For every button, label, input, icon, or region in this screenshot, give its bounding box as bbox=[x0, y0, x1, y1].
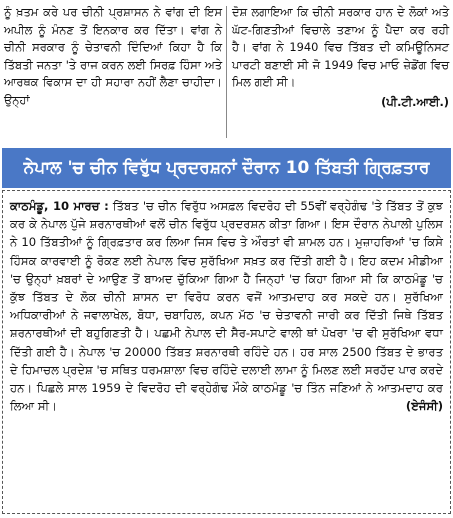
left-column bbox=[4, 4, 222, 110]
agency-credit: (ਏਜੰਸੀ) bbox=[405, 399, 443, 414]
headline-banner: ਨੇਪਾਲ 'ਚ ਚੀਨ ਵਿਰੁੱਧ ਪ੍ਰਦਰਸ਼ਨਾਂ ਦੌਰਾਨ 10 ਤਿੱਬਤੀ ਗ੍ਰਿਫ਼ਤਾਰ bbox=[2, 148, 451, 188]
right-column-text: ਦੋਸ਼ ਲਗਾਇਆ ਕਿ ਚੀਨੀ ਸਰਕਾਰ ਹਾਨ ਦੇ ਲੋਕਾਂ ਅਤੇ ਘੱਟ-ਗਿਣਤੀਆਂ ਵਿਚਾਲੇ ਤਣਾਅ ਨੂੰ ਪੈਦਾ ਕਰ ਰਹੀ ਹੈ। ਵਾਂਗ ਨੇ 1940 ਵਿਚ ਤਿੱਬਤ ਦੀ ਕਮਿਊਨਿਸਟ ਪਾਰਟੀ ਬਣਾਈ ਸੀ ਜੋ 1949 ਵਿਚ ਮਾਓ ਜ਼ੇਡੋਂਗ ਵਿਚ ਮਿਲ ਗਈ ਸੀ। bbox=[232, 5, 449, 90]
previous-story-continuation bbox=[0, 0, 453, 150]
story-text: ਤਿੱਬਤ 'ਚ ਚੀਨ ਵਿਰੁੱਧ ਅਸਫ਼ਲ ਵਿਦਰੋਹ ਦੀ 55ਵੀਂ ਵਰ੍ਹੇਗੰਢ 'ਤੇ ਤਿੱਬਤ ਤੋਂ ਕੁਝ ਕਰ ਕੇ ਨੇਪਾਲ ਪੁੱਜੇ ਸ਼ਰਨਾਰਥੀਆਂ ਵਲੋਂ ਚੀਨ ਵਿਰੁੱਧ ਪ੍ਰਦਰਸ਼ਨ ਕੀਤਾ ਗਿਆ। ਇਸ ਦੌਰਾਨ ਨੇਪਾਲੀ ਪੁਲਿਸ ਨੇ 10 ਤਿੱਬਤੀਆਂ ਨੂੰ ਗ੍ਰਿਫ਼ਤਾਰ ਕਰ ਲਿਆ ਜਿਸ ਵਿਚ ਤੇ ਔਰਤਾਂ ਵੀ ਸ਼ਾਮਲ ਹਨ। ਮੁਜ਼ਾਹਰਿਆਂ 'ਚ ਕਿਸੇ ਹਿੰਸਕ ਕਾਰਵਾਈ ਨੂੰ ਰੋਕਣ ਲਈ ਨੇਪਾਲ ਵਿਚ ਸੁਰੱਖਿਆ ਸਖ਼ਤ ਕਰ ਦਿੱਤੀ ਗਈ ਹੈ। ਇਹ ਕਦਮ ਮੀਡੀਆ 'ਚ ਉਨ੍ਹਾਂ ਖ਼ਬਰਾਂ ਦੇ ਆਉਣ ਤੋਂ ਬਾਅਦ ਚੁੱਕਿਆ ਗਿਆ ਹੈ ਜਿਨ੍ਹਾਂ 'ਚ ਕਿਹਾ ਗਿਆ ਸੀ ਕਿ ਕਾਠਮੰਡੂ 'ਚ ਕੁੱਝ ਤਿੱਬਤ ਦੇ ਲੋਕ ਚੀਨੀ ਸ਼ਾਸਨ ਦਾ ਵਿਰੋਧ ਕਰਨ ਵਜੋਂ ਆਤਮਦਾਹ ਕਰ ਸਕਦੇ ਹਨ। ਸੁਰੱਖਿਆ ਅਧਿਕਾਰੀਆਂ ਨੇ ਜਵਾਲਾਖੇਲ, ਬੋਧਾ, ਚਬਾਹਿਲ, ਕਪਨ ਮੱਠ 'ਚ ਚੇਤਾਵਨੀ ਜਾਰੀ ਕਰ ਦਿੱਤੀ ਜਿਥੇ ਤਿੱਬਤ ਸ਼ਰਨਾਰਥੀਆਂ ਦੀ ਬਹੁਗਿਣਤੀ ਹੈ। ਪਛਮੀ ਨੇਪਾਲ ਦੀ ਸੈਰ-ਸਪਾਟੇ ਵਾਲੀ ਥਾਂ ਪੋਖਰਾ 'ਚ ਵੀ ਸੁਰੱਖਿਆ ਵਧਾ ਦਿੱਤੀ ਗਈ ਹੈ। ਨੇਪਾਲ 'ਚ 20000 ਤਿੱਬਤ ਸ਼ਰਨਾਰਥੀ ਰਹਿੰਦੇ ਹਨ। ਹਰ ਸਾਲ 2500 ਤਿੱਬਤ ਦੇ ਭਾਰਤ ਦੇ ਹਿਮਾਚਲ ਪ੍ਰਦੇਸ਼ 'ਚ ਸਥਿਤ ਧਰਮਸ਼ਾਲਾ ਵਿਚ ਰਹਿੰਦੇ ਦਲਾਈ ਲਾਮਾ ਨੂੰ ਮਿਲਣ ਲਈ ਸਰਹੱਦ ਪਾਰ ਕਰਦੇ ਹਨ। ਪਿਛਲੇ ਸਾਲ 1959 ਦੇ ਵਿਦਰੋਹ ਦੀ ਵਰ੍ਹੇਗੰਢ ਮੌਕੇ ਕਾਠਮੰਡੂ 'ਚ ਤਿੰਨ ਜਣਿਆਂ ਨੇ ਆਤਮਦਾਹ ਕਰ ਲਿਆ ਸੀ। bbox=[10, 199, 443, 414]
left-column-text: ਨੂੰ ਖ਼ਤਮ ਕਰੇ ਪਰ ਚੀਨੀ ਪ੍ਰਸ਼ਾਸਨ ਨੇ ਵਾਂਗ ਦੀ ਇਸ ਅਪੀਲ ਨੂੰ ਮੰਨਣ ਤੋਂ ਇਨਕਾਰ ਕਰ ਦਿੱਤਾ। ਵਾਂਗ ਨੇ ਚੀਨੀ ਸਰਕਾਰ ਨੂੰ ਚੇਤਾਵਨੀ ਦਿੰਦਿਆਂ ਕਿਹਾ ਹੈ ਕਿ ਤਿੱਬਤੀ ਜਨਤਾ 'ਤੇ ਰਾਜ ਕਰਨ ਲਈ ਸਿਰਫ਼ ਹਿੰਸਾ ਅਤੇ ਆਰਥਕ ਵਿਕਾਸ ਦਾ ਹੀ ਸਹਾਰਾ ਨਹੀਂ ਲੈਣਾ ਚਾਹੀਦਾ। ਉਨ੍ਹਾਂ bbox=[4, 5, 222, 107]
news-credit: (ਪੀ.ਟੀ.ਆਈ.) bbox=[381, 94, 449, 109]
news-story-box bbox=[2, 190, 451, 514]
column-divider bbox=[226, 6, 227, 138]
dateline: ਕਾਠਮੰਡੂ, 10 ਮਾਰਚ : bbox=[10, 199, 109, 213]
right-column bbox=[232, 4, 449, 112]
story-body bbox=[10, 197, 443, 415]
